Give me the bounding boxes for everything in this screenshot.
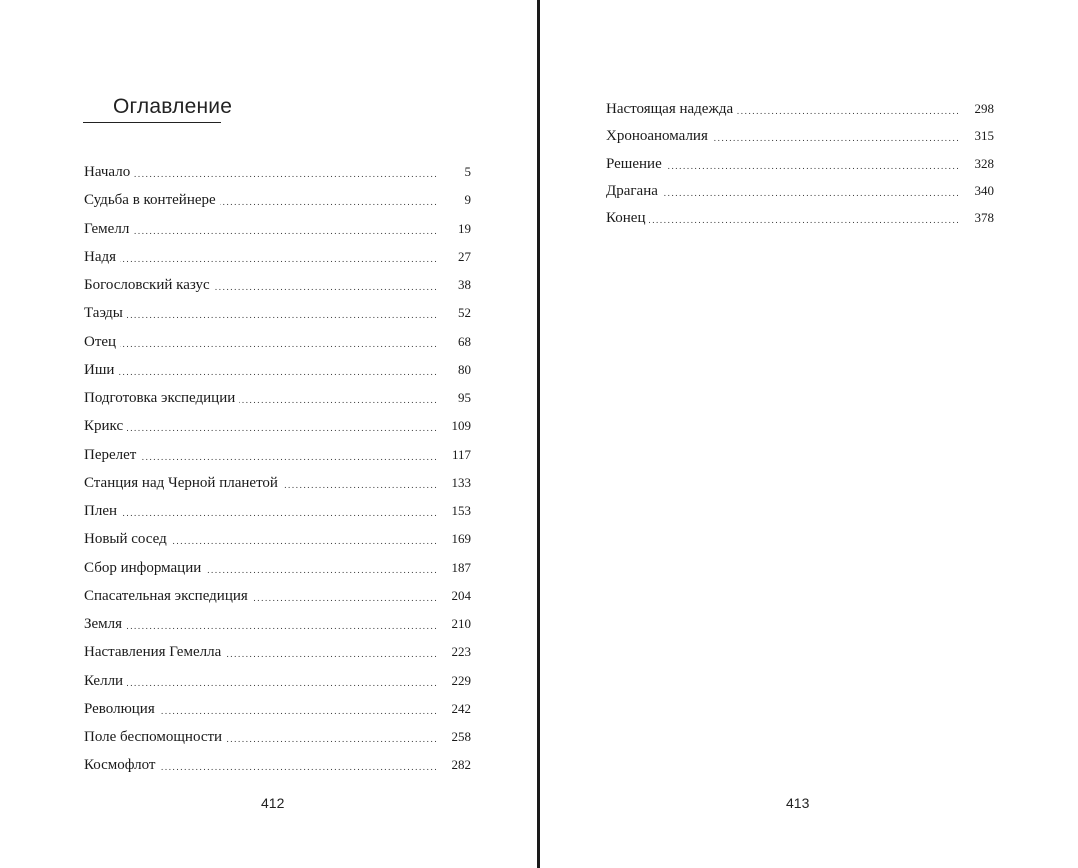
- toc-entry-page: 5: [464, 164, 471, 179]
- toc-entry: [84, 330, 471, 358]
- toc-entry-page: 38: [458, 277, 471, 292]
- toc-entry-title: Крикс: [84, 414, 127, 438]
- toc-entry-page: 68: [458, 333, 471, 349]
- dot-leader: [84, 330, 437, 358]
- toc-entry-title: Драгана: [606, 179, 662, 203]
- toc-entry: [84, 499, 471, 527]
- toc-entry: [84, 697, 471, 725]
- dot-leader: [84, 669, 437, 697]
- page-number-left: 412: [261, 795, 285, 811]
- toc-entry-page: 109: [451, 418, 471, 434]
- toc-entry-page: 187: [451, 559, 471, 575]
- toc-entry: [84, 584, 471, 612]
- toc-entry: [84, 217, 471, 245]
- page-number-right: 413: [786, 795, 810, 811]
- toc-entry-page: 204: [451, 587, 471, 603]
- dot-leader: [84, 414, 437, 442]
- toc-entry: [84, 471, 471, 499]
- toc-entry: [84, 188, 471, 216]
- toc-entry: [84, 301, 471, 329]
- toc-list-right: [606, 97, 994, 233]
- toc-entry-title: Земля: [84, 612, 126, 636]
- toc-entry: [84, 669, 471, 697]
- toc-entry-page: 298: [974, 101, 994, 116]
- toc-entry-page: 153: [451, 503, 471, 518]
- toc-entry: [84, 414, 471, 442]
- toc-entry-title: Поле беспомощности: [84, 725, 226, 749]
- toc-entry-title: Спасательная экспедиция: [84, 584, 252, 608]
- toc-entry-page: 315: [974, 128, 994, 144]
- toc-entry-page: 169: [451, 531, 471, 547]
- toc-entry-title: Конец: [606, 206, 649, 230]
- toc-entry: [606, 179, 994, 206]
- toc-entry-title: Таэды: [84, 301, 127, 325]
- toc-entry-page: 27: [458, 248, 471, 264]
- toc-entry-title: Сбор информации: [84, 556, 205, 580]
- toc-entry-title: Новый сосед: [84, 527, 171, 551]
- toc-entry-title: Космофлот: [84, 753, 159, 777]
- toc-entry-title: Революция: [84, 697, 159, 721]
- dot-leader: [84, 245, 437, 273]
- toc-entry-title: Судьба в контейнере: [84, 188, 220, 212]
- heading-underline: [83, 122, 221, 123]
- toc-entry-page: 282: [451, 757, 471, 773]
- dot-leader: [84, 160, 437, 188]
- toc-entry-page: 117: [451, 446, 471, 462]
- toc-entry-title: Келли: [84, 669, 127, 693]
- toc-entry: [606, 206, 994, 233]
- dot-leader: [84, 217, 437, 245]
- toc-entry: [84, 753, 471, 781]
- left-page: [0, 0, 538, 868]
- toc-entry-page: 19: [458, 220, 471, 236]
- toc-entry-title: Гемелл: [84, 217, 133, 241]
- toc-entry-title: Хроноаномалия: [606, 124, 712, 148]
- toc-entry: [84, 527, 471, 555]
- toc-entry-title: Подготовка экспедиции: [84, 386, 239, 410]
- toc-entry: [606, 97, 994, 124]
- toc-entry: [84, 358, 471, 386]
- toc-entry-page: 340: [974, 182, 994, 198]
- toc-entry-title: Настоящая надежда: [606, 97, 737, 121]
- toc-entry-title: Иши: [84, 358, 118, 382]
- toc-entry: [84, 160, 471, 188]
- toc-entry: [84, 273, 471, 301]
- toc-heading: Оглавление: [113, 95, 233, 118]
- toc-entry-page: 133: [451, 474, 471, 490]
- toc-entry-page: 9: [464, 192, 471, 208]
- toc-entry: [84, 725, 471, 753]
- dot-leader: [84, 612, 437, 640]
- dot-leader: [606, 206, 960, 234]
- toc-entry-page: 52: [458, 305, 471, 321]
- toc-entry-title: Станция над Черной планетой: [84, 471, 282, 495]
- toc-list-left: [84, 160, 471, 782]
- toc-entry-title: Начало: [84, 160, 134, 184]
- toc-entry-title: Перелет: [84, 443, 140, 467]
- toc-entry-page: 210: [451, 616, 471, 631]
- toc-entry-title: Плен: [84, 499, 121, 523]
- toc-entry: [84, 640, 471, 668]
- toc-entry: [84, 556, 471, 584]
- toc-entry-page: 242: [451, 700, 471, 716]
- toc-entry: [84, 612, 471, 640]
- toc-entry-title: Отец: [84, 330, 120, 354]
- toc-entry-title: Решение: [606, 152, 666, 176]
- toc-entry-page: 258: [451, 729, 471, 744]
- toc-entry: [84, 386, 471, 414]
- toc-entry-title: Богословский казус: [84, 273, 214, 297]
- toc-entry: [84, 443, 471, 471]
- toc-entry-page: 328: [974, 155, 994, 171]
- toc-entry-page: 95: [458, 390, 471, 405]
- toc-entry: [84, 245, 471, 273]
- toc-entry-page: 80: [458, 361, 471, 377]
- book-spine-divider: [537, 0, 540, 868]
- toc-entry-title: Наставления Гемелла: [84, 640, 225, 664]
- dot-leader: [84, 499, 437, 527]
- dot-leader: [84, 358, 437, 386]
- toc-entry-page: 223: [451, 644, 471, 660]
- right-page: [541, 0, 1078, 868]
- toc-entry: [606, 152, 994, 179]
- dot-leader: [84, 301, 437, 329]
- toc-entry-page: 229: [451, 672, 471, 688]
- toc-entry-page: 378: [974, 210, 994, 225]
- toc-entry-title: Надя: [84, 245, 120, 269]
- toc-entry: [606, 124, 994, 151]
